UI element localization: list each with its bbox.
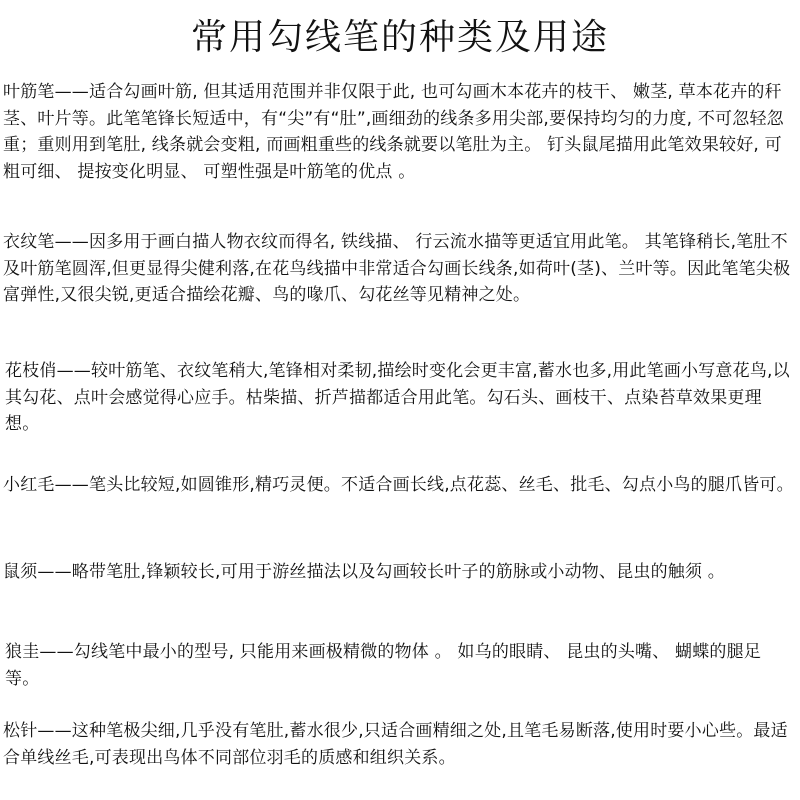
paragraph-leaf-vein-brush: 叶筋笔——适合勾画叶筋, 但其适用范围并非仅限于此, 也可勾画木本花卉的枝干、 嫩茎, 草本花卉的秆茎、叶片等。此笔笔锋长短适中，有“尖”有“肚”,画细劲的线条多用尖部,要保持均匀的力度, 不可忽轻忽重；重则用到笔肚, 线条就会变粗, 而画粗重些的线条就要以笔肚为主。 钉头鼠尾描用此笔效果较好, 可粗可细、 提按变化明显、 可塑性强是叶筋笔的优点 。 <box>3 82 784 182</box>
paragraph-clothing-brush: 衣纹笔——因多用于画白描人物衣纹而得名, 铁线描、 行云流水描等更适宜用此笔。 其笔锋稍长,笔肚不及叶筋笔圆浑,但更显得尖健利落,在花鸟线描中非常适合勾画长线条,如荷叶(茎)、兰叶等。因此笔笔尖极富弹性,又很尖锐,更适合描绘花瓣、鸟的喙爪、勾花丝等见精神之处。 <box>3 232 791 305</box>
page-title: 常用勾线笔的种类及用途 <box>190 17 609 58</box>
paragraph-xiaohongmao-brush: 小红毛——笔头比较短,如圆锥形,精巧灵便。不适合画长线,点花蕊、丝毛、批毛、勾点小鸟的腿爪皆可。 <box>3 475 794 495</box>
paragraph-langgui-brush: 狼圭——勾线笔中最小的型号, 只能用来画极精微的物体 。 如乌的眼睛、 昆虫的头嘴、 蝴蝶的腿足等。 <box>5 642 762 689</box>
paragraph-huazhiqiao-brush: 花枝俏——较叶筋笔、衣纹笔稍大,笔锋相对柔韧,描绘时变化会更丰富,蓄水也多,用此笔画小写意花鸟,以其勾花、点叶会感觉得心应手。枯柴描、折芦描都适合用此笔。勾石头、画枝干、点染苔草效果更理想。 <box>5 361 790 434</box>
paragraph-pine-needle-brush: 松针——这种笔极尖细,几乎没有笔肚,蓄水很少,只适合画精细之处,且笔毛易断落,使用时要小心些。最适合单线丝毛,可表现出鸟体不同部位羽毛的质感和组织关系。 <box>3 721 788 768</box>
paragraph-rat-whisker-brush: 鼠须——略带笔肚,锋颖较长,可用于游丝描法以及勾画较长叶子的筋脉或小动物、昆虫的触须 。 <box>3 562 726 582</box>
